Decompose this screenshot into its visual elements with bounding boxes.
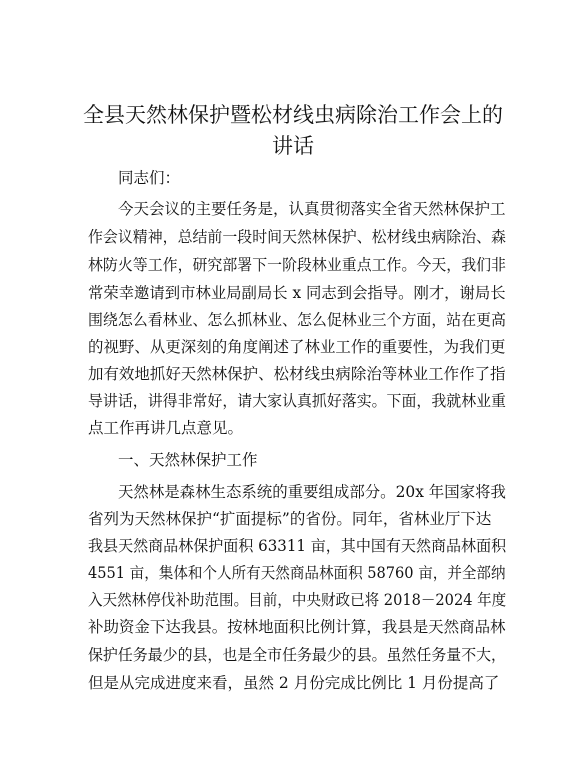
paragraph-2-line: 但是从完成进度来看，虽然 2 月份完成比例比 1 月份提高了: [88, 674, 500, 692]
paragraph-1-line: 今天会议的主要任务是，认真贯彻落实全省天然林保护工: [118, 200, 506, 218]
salutation: 同志们：: [118, 169, 181, 187]
paragraph-1-line: 围绕怎么看林业、怎么抓林业、怎么促林业三个方面，站在更高: [88, 311, 507, 329]
paragraph-1-line: 常荣幸邀请到市林业局副局长 x 同志到会指导。刚才，谢局长: [88, 284, 506, 302]
title-line-2: 讲话: [272, 134, 314, 158]
paragraph-1-line: 导讲话，讲得非常好，请大家认真抓好落实。下面，我就林业重: [88, 392, 507, 410]
paragraph-1-line: 林防火等工作，研究部署下一阶段林业重点工作。今天，我们非: [88, 256, 507, 274]
paragraph-1-line: 加有效地抓好天然林保护、松材线虫病除治等林业工作作了指: [88, 365, 506, 383]
paragraph-2-line: 入天然林停伐补助范围。目前，中央财政已将 2018－2024 年度: [88, 591, 507, 609]
section-1-heading: 一、天然林保护工作: [118, 451, 258, 469]
paragraph-1-line: 作会议精神，总结前一段时间天然林保护、松材线虫病除治、森: [88, 228, 507, 246]
paragraph-2-line: 保护任务最少的县，也是全市任务最少的县。虽然任务量不大，: [88, 646, 507, 664]
paragraph-2-line: 天然林是森林生态系统的重要组成部分。20x 年国家将我: [118, 483, 506, 501]
document-title: [80, 100, 506, 162]
paragraph-2-line: 补助资金下达我县。按林地面积比例计算，我县是天然商品林: [88, 618, 506, 636]
title-line-1: 全县天然林保护暨松材线虫病除治工作会上的: [83, 103, 503, 127]
paragraph-1-line: 的视野、从更深刻的角度阐述了林业工作的重要性，为我们更: [88, 338, 506, 356]
paragraph-2-line: 省列为天然林保护“扩面提标”的省份。同年，省林业厅下达: [88, 510, 492, 528]
paragraph-2-line: 我县天然商品林保护面积 63311 亩，其中国有天然商品林面积: [88, 537, 507, 555]
paragraph-2-line: 4551 亩，集体和个人所有天然商品林面积 58760 亩，并全部纳: [88, 564, 506, 582]
paragraph-1-line: 点工作再讲几点意见。: [88, 419, 244, 437]
